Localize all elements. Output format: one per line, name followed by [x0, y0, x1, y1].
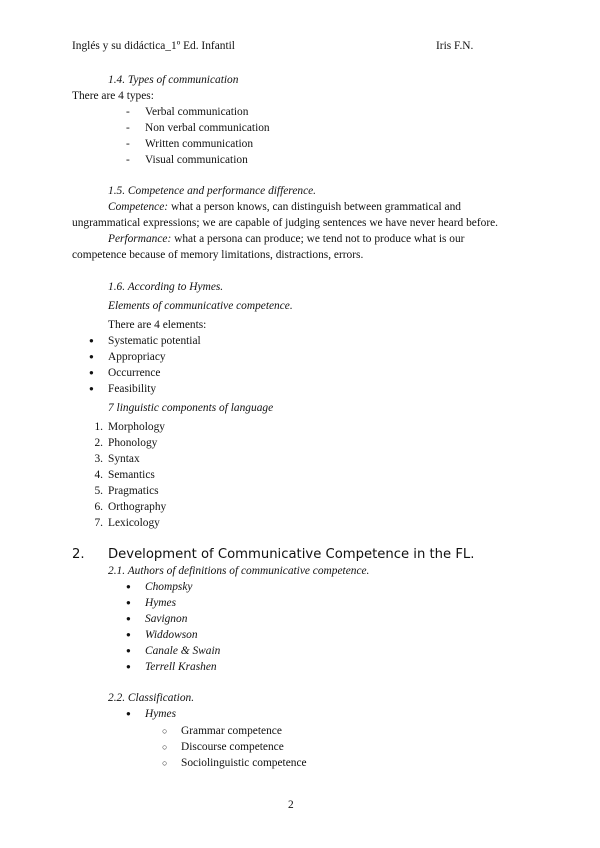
section-1-4-intro: There are 4 types:	[72, 90, 154, 102]
section-2-1-title: 2.1. Authors of definitions of communicative competence.	[108, 565, 370, 577]
section-2-2-title: 2.2. Classification.	[108, 692, 195, 704]
performance-text-cont: competence because of memory limitations, distractions, errors.	[72, 249, 364, 261]
section-2-title: Development of Communicative Competence in the FL.	[108, 547, 475, 562]
list-item: 4. Semantics	[94, 469, 155, 481]
list-item: ● Savignon	[126, 613, 188, 625]
page-number: 2	[288, 799, 294, 811]
competence-text: what a person knows, can distinguish between grammatical and	[168, 201, 462, 213]
list-item: ● Systematic potential	[89, 335, 201, 347]
section-1-4-title: 1.4. Types of communication	[108, 74, 239, 86]
performance-text: what a persona can produce; we tend not to produce what is our	[171, 233, 465, 245]
list-item: ● Terrell Krashen	[126, 661, 217, 673]
list-item: 2. Phonology	[94, 437, 158, 449]
section-1-5-title: 1.5. Competence and performance difference.	[108, 185, 317, 197]
list-item: ● Occurrence	[89, 367, 161, 379]
list-item: ● Widdowson	[126, 629, 198, 641]
section-1-6-title: 1.6. According to Hymes.	[108, 281, 224, 293]
header-right: Iris F.N.	[436, 40, 474, 52]
performance-paragraph	[108, 231, 464, 247]
section-1-6-subtitle: Elements of communicative competence.	[108, 300, 293, 312]
list-item: - Verbal communication	[145, 104, 248, 120]
list-item: - Non verbal communication	[145, 120, 270, 136]
list-item: ● Hymes	[126, 708, 176, 720]
list-item: ● Canale & Swain	[126, 645, 221, 657]
list-item: ○ Discourse competence	[162, 741, 284, 753]
list-item: - Written communication	[145, 136, 253, 152]
competence-term: Competence:	[108, 201, 169, 213]
section-2-number: 2.	[72, 547, 85, 562]
competence-text-cont: ungrammatical expressions; we are capable of judging sentences we have never heard before.	[72, 217, 499, 229]
list-item: ○ Grammar competence	[162, 725, 282, 737]
list-item: ○ Sociolinguistic competence	[162, 757, 307, 769]
list-item: ● Chompsky	[126, 581, 193, 593]
elements-intro: There are 4 elements:	[108, 319, 207, 331]
competence-paragraph	[108, 199, 461, 215]
list-item: - Visual communication	[145, 152, 248, 168]
list-item: ● Feasibility	[89, 383, 157, 395]
components-title: 7 linguistic components of language	[108, 402, 274, 414]
list-item: 3. Syntax	[94, 453, 140, 465]
list-item: 5. Pragmatics	[94, 485, 159, 497]
list-item: ● Hymes	[126, 597, 176, 609]
list-item: 7. Lexicology	[94, 517, 160, 529]
performance-term: Performance:	[108, 233, 172, 245]
list-item: ● Appropriacy	[89, 351, 166, 363]
list-item: 1. Morphology	[94, 421, 165, 433]
list-item: 6. Orthography	[94, 501, 167, 513]
header-left: Inglés y su didáctica_1º Ed. Infantil	[72, 40, 235, 52]
